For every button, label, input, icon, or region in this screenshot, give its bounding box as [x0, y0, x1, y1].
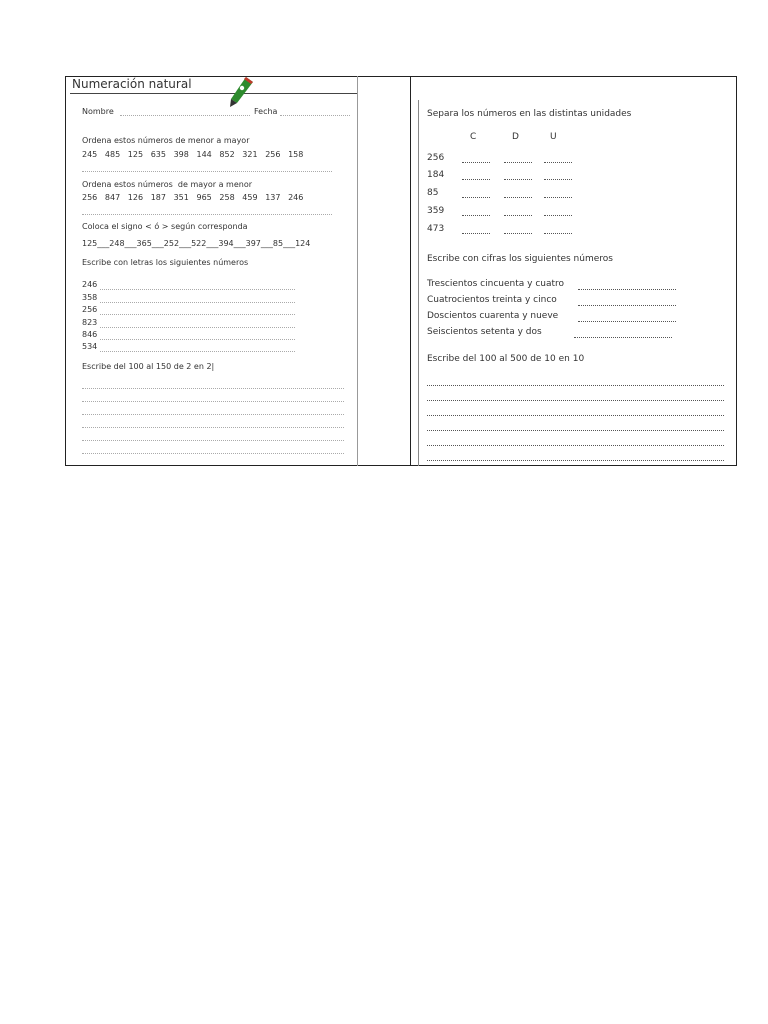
- left-worksheet: [70, 76, 360, 464]
- row-number: 256: [427, 153, 445, 163]
- answer-field[interactable]: [578, 304, 676, 306]
- c-field[interactable]: [462, 232, 490, 234]
- c-field[interactable]: [462, 196, 490, 198]
- d-field[interactable]: [504, 214, 532, 216]
- right-question-3: Escribe del 100 al 500 de 10 en 10: [427, 354, 585, 364]
- fecha-label: Fecha: [254, 107, 278, 116]
- number-label: 534: [82, 342, 98, 351]
- word-number: Trescientos cincuenta y cuatro: [427, 279, 565, 289]
- answer-field[interactable]: [578, 320, 676, 322]
- word-number: Cuatrocientos treinta y cinco: [427, 295, 557, 305]
- nombre-label: Nombre: [82, 107, 114, 116]
- answer-line[interactable]: [100, 338, 295, 340]
- answer-line[interactable]: [82, 387, 344, 389]
- row-number: 184: [427, 170, 445, 180]
- header-unidades: U: [550, 132, 557, 142]
- word-number: Seiscientos setenta y dos: [427, 327, 542, 337]
- row-number: 359: [427, 206, 445, 216]
- question-5: Escribe del 100 al 150 de 2 en 2|: [82, 362, 215, 371]
- question-1: Ordena estos números de menor a mayor: [82, 136, 250, 145]
- page-divider: [410, 76, 411, 466]
- answer-line[interactable]: [82, 170, 332, 172]
- title-bar: [70, 76, 357, 94]
- answer-line[interactable]: [100, 288, 295, 290]
- question-1-numbers: 245 485 125 635 398 144 852 321 256 158: [82, 150, 304, 159]
- answer-line[interactable]: [82, 413, 344, 415]
- question-2: Ordena estos números de mayor a menor: [82, 180, 253, 189]
- answer-line[interactable]: [427, 384, 724, 386]
- d-field[interactable]: [504, 196, 532, 198]
- answer-line[interactable]: [100, 350, 295, 352]
- number-label: 256: [82, 305, 98, 314]
- number-label: 246: [82, 280, 98, 289]
- d-field[interactable]: [504, 161, 532, 163]
- word-number: Doscientos cuarenta y nueve: [427, 311, 559, 321]
- answer-line[interactable]: [427, 399, 724, 401]
- question-2-numbers: 256 847 126 187 351 965 258 459 137 246: [82, 193, 304, 202]
- fecha-field[interactable]: [280, 114, 350, 116]
- u-field[interactable]: [544, 232, 572, 234]
- question-4: Escribe con letras los siguientes números: [82, 258, 249, 267]
- number-label: 358: [82, 293, 98, 302]
- answer-line[interactable]: [100, 326, 295, 328]
- worksheet-title: Numeración natural: [72, 77, 192, 91]
- title-corner: [65, 76, 72, 83]
- answer-line[interactable]: [82, 439, 344, 441]
- nombre-field[interactable]: [120, 114, 250, 116]
- question-3-pairs: 125___248___365___252___522___394___397___85___124: [82, 239, 311, 248]
- number-label: 823: [82, 318, 98, 327]
- answer-line[interactable]: [427, 459, 724, 461]
- answer-line[interactable]: [82, 213, 332, 215]
- c-field[interactable]: [462, 178, 490, 180]
- answer-line[interactable]: [427, 414, 724, 416]
- answer-line[interactable]: [427, 429, 724, 431]
- answer-line[interactable]: [82, 452, 344, 454]
- header-decenas: D: [512, 132, 519, 142]
- answer-line[interactable]: [427, 444, 724, 446]
- pencil-icon: [228, 76, 254, 108]
- answer-line[interactable]: [82, 426, 344, 428]
- c-field[interactable]: [462, 161, 490, 163]
- c-field[interactable]: [462, 214, 490, 216]
- d-field[interactable]: [504, 232, 532, 234]
- answer-field[interactable]: [578, 288, 676, 290]
- answer-field[interactable]: [574, 336, 672, 338]
- u-field[interactable]: [544, 214, 572, 216]
- row-number: 473: [427, 224, 445, 234]
- number-label: 846: [82, 330, 98, 339]
- question-3: Coloca el signo < ó > según corresponda: [82, 222, 248, 231]
- u-field[interactable]: [544, 196, 572, 198]
- answer-line[interactable]: [82, 400, 344, 402]
- right-question-2: Escribe con cifras los siguientes números: [427, 254, 613, 264]
- right-margin-line: [418, 100, 419, 466]
- u-field[interactable]: [544, 178, 572, 180]
- d-field[interactable]: [504, 178, 532, 180]
- row-number: 85: [427, 188, 439, 198]
- right-question-1: Separa los números en las distintas unidades: [427, 109, 632, 119]
- u-field[interactable]: [544, 161, 572, 163]
- right-worksheet: [426, 100, 731, 466]
- answer-line[interactable]: [100, 313, 295, 315]
- header-centenas: C: [470, 132, 477, 142]
- answer-line[interactable]: [100, 301, 295, 303]
